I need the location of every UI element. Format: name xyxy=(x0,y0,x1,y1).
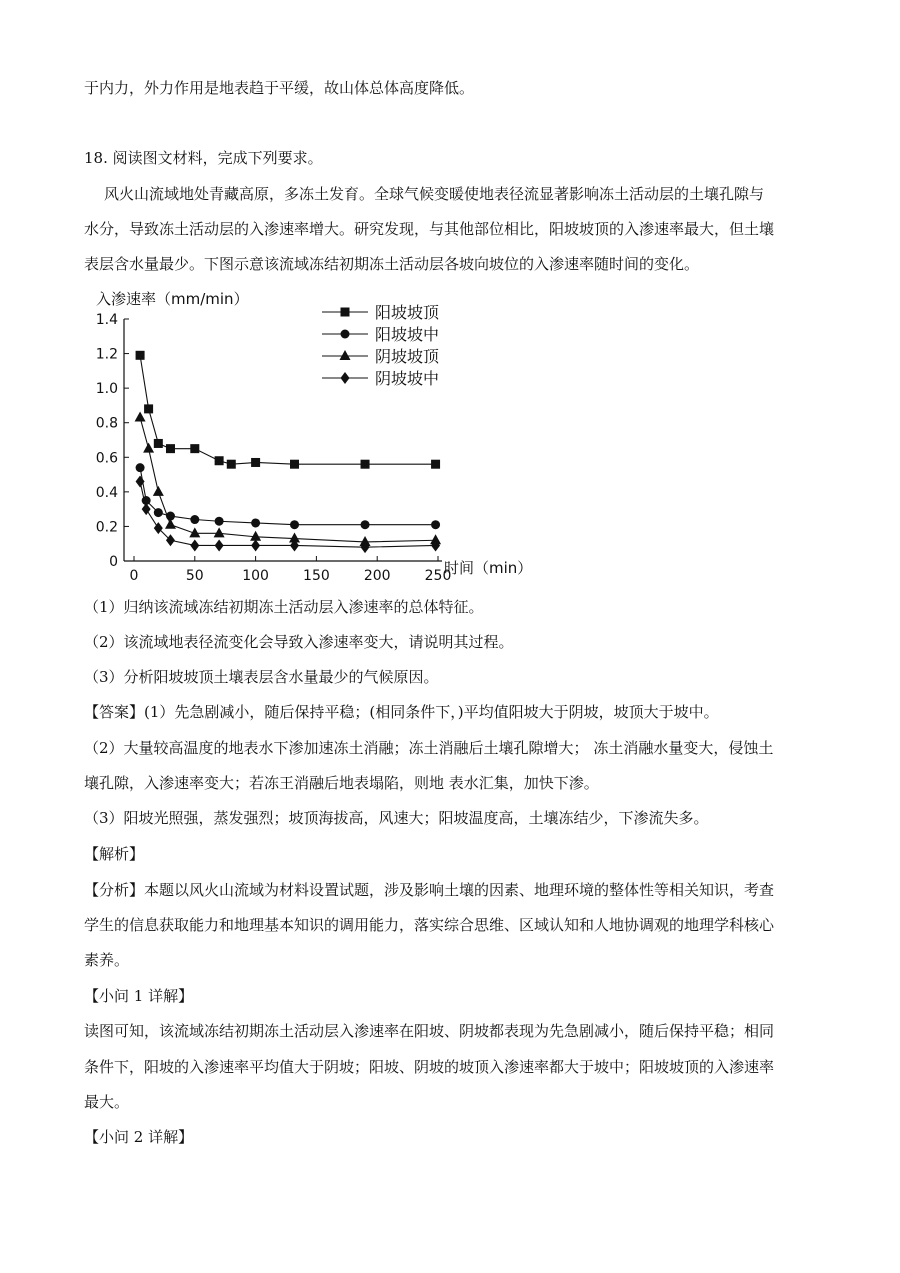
data-point xyxy=(227,460,236,469)
y-tick-label: 0.6 xyxy=(95,450,118,467)
data-point xyxy=(431,460,440,469)
data-point xyxy=(215,517,224,526)
data-point xyxy=(215,456,224,465)
x-tick-label: 100 xyxy=(242,568,269,584)
legend-marker xyxy=(341,372,350,384)
data-point xyxy=(361,520,370,529)
data-point xyxy=(290,520,299,529)
text-line: 素养。 xyxy=(84,951,130,969)
series-line xyxy=(140,481,435,547)
y-tick-label: 0 xyxy=(109,554,118,570)
y-tick-label: 0.2 xyxy=(95,519,118,536)
data-point xyxy=(290,460,299,469)
sub-answer-1-heading: 【小问 1 详解】 xyxy=(84,987,194,1005)
text-line: 【分析】本题以风火山流域为材料设置试题，涉及影响土壤的因素、地理环境的整体性等相关知识，考查 xyxy=(84,881,775,899)
legend-item xyxy=(322,303,440,322)
y-tick-label: 1.2 xyxy=(95,346,118,363)
data-point xyxy=(251,458,260,467)
data-point xyxy=(190,539,199,551)
text-line: （2）大量较高温度的地表水下渗加速冻土消融；冻土消融后土壤孔隙增大； 冻土消融水量变大，侵蚀土 xyxy=(84,739,774,757)
text-line: 表层含水量最少。下图示意该流域冻结初期冻土活动层各坡向坡位的入渗速率随时间的变化。 xyxy=(84,255,700,273)
legend-label: 阳坡坡中 xyxy=(375,325,440,344)
data-point xyxy=(431,520,440,529)
text-line: （3）阳坡光照强，蒸发强烈；坡顶海拔高，风速大；阳坡温度高，土壤冻结少，下渗流失多。 xyxy=(84,809,709,827)
y-axis-label: 入渗速率（mm/min） xyxy=(96,290,249,308)
data-point xyxy=(190,515,199,524)
x-tick-label: 200 xyxy=(363,568,391,584)
text-line: 风火山流域地处青藏高原，多冻土发育。全球气候变暖使地表径流显著影响冻土活动层的土壤孔隙与 xyxy=(104,185,765,203)
legend-marker xyxy=(340,350,351,360)
legend-label: 阴坡坡顶 xyxy=(375,347,440,366)
x-tick-label: 50 xyxy=(185,568,204,584)
y-tick-label: 1.0 xyxy=(95,381,118,398)
series-3 xyxy=(135,412,441,546)
text-line: 条件下，阳坡的入渗速率平均值大于阴坡；阳坡、阴坡的坡顶入渗速率都大于坡中；阳坡坡顶的入渗速率 xyxy=(84,1058,775,1076)
question-heading: 18. 阅读图文材料，完成下列要求。 xyxy=(84,149,323,167)
x-tick-label: 0 xyxy=(129,568,139,584)
data-point xyxy=(143,443,154,453)
legend-label: 阴坡坡中 xyxy=(375,369,440,388)
x-axis-label: 时间（min） xyxy=(444,559,533,577)
data-point xyxy=(136,463,145,472)
legend-item xyxy=(322,369,439,388)
y-tick-label: 0.4 xyxy=(95,484,118,501)
sub-question-1: （1）归纳该流域冻结初期冻土活动层入渗速率的总体特征。 xyxy=(84,598,484,616)
answer-heading: 【答案】(1）先急剧减小，随后保持平稳；(相同条件下，)平均值阳坡大于阴坡，坡顶大于坡中。 xyxy=(84,703,719,721)
data-point xyxy=(166,534,175,546)
text-line: 学生的信息获取能力和地理基本知识的调用能力，落实综合思维、区域认知和人地协调观的地理学科核心 xyxy=(84,916,775,934)
data-point xyxy=(154,439,163,448)
data-point xyxy=(250,531,261,541)
legend-item xyxy=(322,325,439,344)
data-point xyxy=(214,527,225,537)
data-point xyxy=(154,508,163,517)
infiltration-rate-chart xyxy=(84,286,564,586)
data-point xyxy=(166,444,175,453)
series-2 xyxy=(136,463,440,529)
text-line: 壤孔隙，入渗速率变大；若冻王消融后地表塌陷，则地 表水汇集，加快下渗。 xyxy=(84,774,599,792)
data-point xyxy=(153,486,164,496)
legend-marker xyxy=(341,330,350,339)
sub-question-3: （3）分析阳坡坡顶土壤表层含水量最少的气候原因。 xyxy=(84,668,439,686)
data-point xyxy=(144,404,153,413)
text-line: 读图可知，该流域冻结初期冻土活动层入渗速率在阳坡、阴坡都表现为先急剧减小，随后保持平稳；相同 xyxy=(84,1022,775,1040)
series-line xyxy=(140,418,435,542)
legend-item xyxy=(322,347,440,366)
data-point xyxy=(165,519,176,529)
data-point xyxy=(135,412,146,422)
analysis-heading: 【解析】 xyxy=(84,845,145,863)
data-point xyxy=(215,539,224,551)
sub-question-2: （2）该流域地表径流变化会导致入渗速率变大，请说明其过程。 xyxy=(84,633,514,651)
text-line: 于内力，外力作用是地表趋于平缓，故山体总体高度降低。 xyxy=(84,79,475,97)
sub-answer-2-heading: 【小问 2 详解】 xyxy=(84,1128,194,1146)
y-tick-label: 0.8 xyxy=(95,415,118,432)
data-point xyxy=(190,444,199,453)
x-tick-label: 250 xyxy=(424,568,452,584)
y-tick-label: 1.4 xyxy=(95,312,118,328)
data-point xyxy=(361,460,370,469)
data-point xyxy=(251,518,260,527)
data-point xyxy=(136,351,145,360)
legend-label: 阳坡坡顶 xyxy=(375,303,440,322)
text-line: 最大。 xyxy=(84,1093,130,1111)
data-point xyxy=(251,539,260,551)
text-line: 水分，导致冻土活动层的入渗速率增大。研究发现，与其他部位相比，阳坡坡顶的入渗速率最大，但土壤 xyxy=(84,220,775,238)
series-line xyxy=(140,468,435,525)
x-tick-label: 150 xyxy=(303,568,330,584)
legend-marker xyxy=(341,308,350,317)
